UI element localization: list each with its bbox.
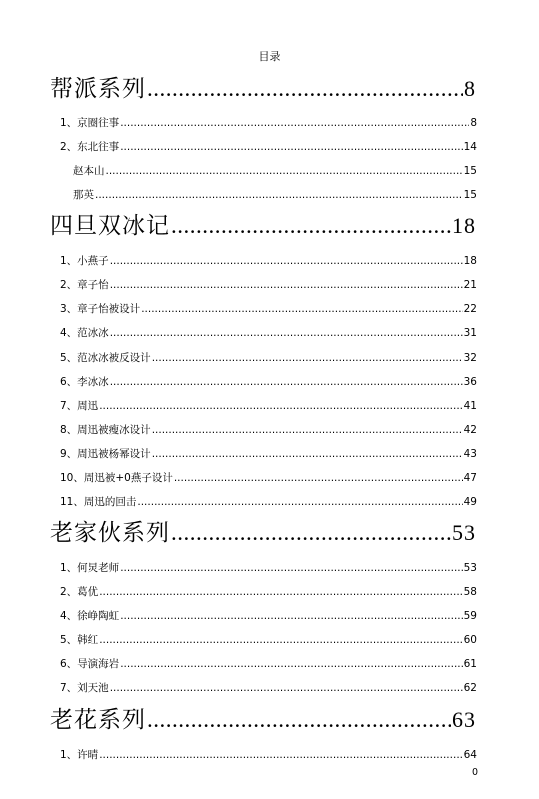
toc-leader-dots xyxy=(120,610,462,622)
toc-entry-label: 11、周迅的回击 xyxy=(60,496,137,508)
toc-leader-dots xyxy=(171,213,451,239)
toc-leader-dots xyxy=(99,586,462,598)
toc-leader-dots xyxy=(120,141,462,153)
toc-leader-dots xyxy=(99,634,462,646)
toc-leader-dots xyxy=(110,327,463,339)
toc-entry-label: 1、京圈往事 xyxy=(60,117,120,129)
toc-page-number: 14 xyxy=(463,141,477,153)
toc-entry[interactable] xyxy=(0,632,539,647)
toc-entry-label: 2、东北往事 xyxy=(60,141,120,153)
toc-leader-dots xyxy=(152,448,463,460)
toc-leader-dots xyxy=(152,424,463,436)
toc-leader-dots xyxy=(141,303,462,315)
toc-page-number: 53 xyxy=(452,520,476,545)
toc-entry[interactable] xyxy=(0,277,539,292)
toc-entry-label: 2、葛优 xyxy=(60,586,99,598)
toc-entry[interactable] xyxy=(0,656,539,671)
toc-page-number: 58 xyxy=(463,586,477,598)
toc-entry-label: 4、范冰冰 xyxy=(60,327,109,339)
toc-section-label: 帮派系列 xyxy=(50,76,146,102)
toc-page-number: 60 xyxy=(463,634,477,646)
toc-entry[interactable] xyxy=(0,301,539,316)
toc-entry-label: 赵本山 xyxy=(73,165,105,177)
toc-leader-dots xyxy=(171,520,451,546)
toc-entry-label: 6、导演海岩 xyxy=(60,658,120,670)
toc-leader-dots xyxy=(120,658,462,670)
toc-entry[interactable] xyxy=(0,494,539,509)
toc-leader-dots xyxy=(110,255,463,267)
toc-page-number: 18 xyxy=(452,213,476,238)
toc-page-number: 53 xyxy=(463,562,477,574)
toc-entry[interactable] xyxy=(0,747,539,762)
toc-page-number: 43 xyxy=(463,448,477,460)
toc-leader-dots xyxy=(147,707,451,733)
toc-entry-label: 那英 xyxy=(73,189,94,201)
toc-page-number: 59 xyxy=(463,610,477,622)
toc-page-number: 64 xyxy=(463,749,477,761)
toc-leader-dots xyxy=(95,189,463,201)
toc-section-heading[interactable] xyxy=(0,514,539,547)
toc-page-number: 31 xyxy=(463,327,477,339)
toc-entry[interactable] xyxy=(0,253,539,268)
footer-page-number: 0 xyxy=(471,767,478,778)
toc-page-number: 47 xyxy=(463,472,477,484)
toc-page-number: 36 xyxy=(463,376,477,388)
toc-leader-dots xyxy=(137,496,462,508)
toc-entry-label: 1、小燕子 xyxy=(60,255,109,267)
toc-leader-dots xyxy=(110,376,463,388)
toc-entry-label: 10、周迅被+0燕子设计 xyxy=(60,472,173,484)
toc-page-number: 8 xyxy=(464,76,476,101)
toc-entry[interactable] xyxy=(0,446,539,461)
toc-page-number: 21 xyxy=(463,279,477,291)
toc-page-number: 18 xyxy=(463,255,477,267)
toc-entry-label: 6、李冰冰 xyxy=(60,376,109,388)
toc-page-number: 8 xyxy=(470,117,477,129)
page-title: 目录 xyxy=(258,50,281,63)
toc-section-label: 四旦双冰记 xyxy=(50,213,170,239)
toc-leader-dots xyxy=(99,749,462,761)
toc-leader-dots xyxy=(152,352,463,364)
toc-leader-dots xyxy=(110,682,463,694)
toc-entry-label: 4、徐峥陶虹 xyxy=(60,610,120,622)
toc-entry[interactable] xyxy=(0,350,539,365)
toc-entry-label: 1、许晴 xyxy=(60,749,99,761)
toc-page-number: 32 xyxy=(463,352,477,364)
toc-section-heading[interactable] xyxy=(0,70,539,103)
toc-page-number: 15 xyxy=(463,189,477,201)
toc-entry[interactable] xyxy=(0,115,539,130)
toc-page-number: 63 xyxy=(452,707,476,732)
toc-entry-label: 7、周迅 xyxy=(60,400,99,412)
toc-leader-dots xyxy=(110,279,463,291)
toc-leader-dots xyxy=(120,562,462,574)
toc-page-number: 41 xyxy=(463,400,477,412)
toc-entry-label: 3、章子怡被设计 xyxy=(60,303,141,315)
toc-entry-label: 7、刘天池 xyxy=(60,682,109,694)
toc-leader-dots xyxy=(106,165,463,177)
toc-leader-dots xyxy=(147,76,463,102)
toc-section-heading[interactable] xyxy=(0,701,539,734)
toc-entry[interactable] xyxy=(0,422,539,437)
toc-entry-label: 5、韩红 xyxy=(60,634,99,646)
toc-entry[interactable] xyxy=(0,398,539,413)
toc-entry[interactable] xyxy=(0,325,539,340)
toc-entry-label: 8、周迅被瘦冰设计 xyxy=(60,424,151,436)
toc-entry-label: 5、范冰冰被反设计 xyxy=(60,352,151,364)
toc-page-number: 61 xyxy=(463,658,477,670)
toc-entry[interactable] xyxy=(0,560,539,575)
toc-entry[interactable] xyxy=(0,139,539,154)
toc-entry[interactable] xyxy=(0,470,539,485)
toc-entry[interactable] xyxy=(0,584,539,599)
toc-page-number: 42 xyxy=(463,424,477,436)
toc-page-number: 15 xyxy=(463,165,477,177)
toc-section-heading[interactable] xyxy=(0,207,539,240)
toc-subentry[interactable] xyxy=(0,187,539,202)
toc-section-label: 老花系列 xyxy=(50,707,146,733)
toc-page-number: 22 xyxy=(463,303,477,315)
toc-leader-dots xyxy=(99,400,462,412)
toc-entry-label: 2、章子怡 xyxy=(60,279,109,291)
toc-page-number: 49 xyxy=(463,496,477,508)
toc-entry[interactable] xyxy=(0,374,539,389)
toc-page-number: 62 xyxy=(463,682,477,694)
toc-entry[interactable] xyxy=(0,680,539,695)
toc-entry-label: 9、周迅被杨幂设计 xyxy=(60,448,151,460)
toc-leader-dots xyxy=(174,472,463,484)
toc-section-label: 老家伙系列 xyxy=(50,520,170,546)
toc-entry-label: 1、何炅老师 xyxy=(60,562,120,574)
toc-leader-dots xyxy=(120,117,469,129)
toc-entry[interactable] xyxy=(0,608,539,623)
toc-subentry[interactable] xyxy=(0,163,539,178)
